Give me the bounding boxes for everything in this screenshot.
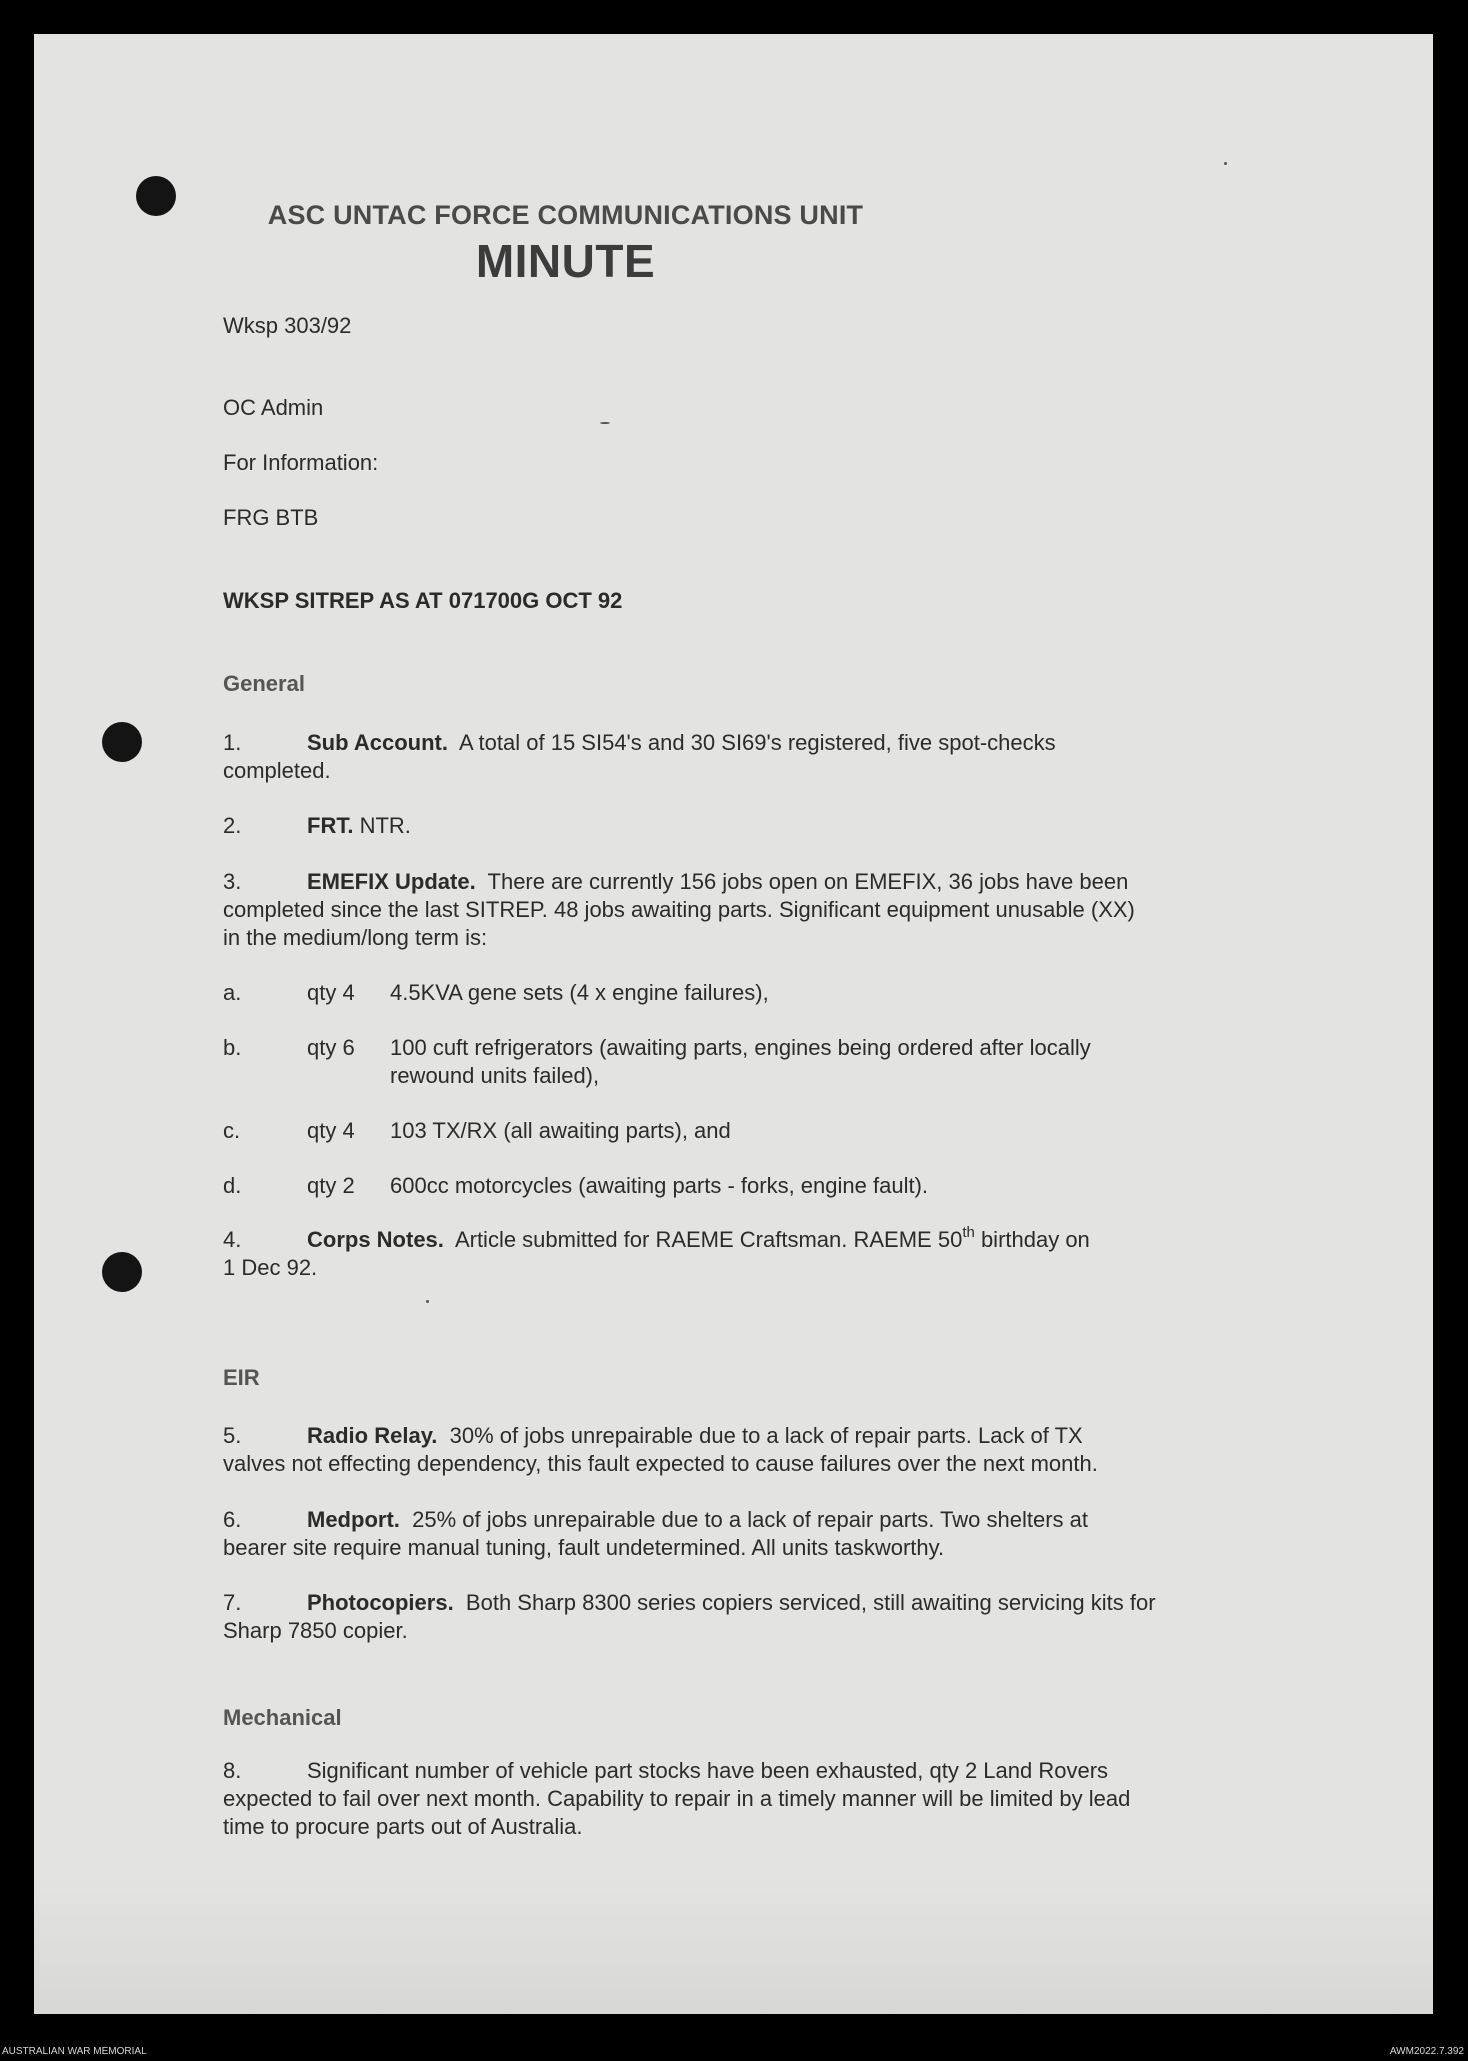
item-description [390, 1034, 1190, 1090]
info-addressee: FRG BTB [223, 505, 319, 530]
paragraph-text: NTR. [359, 813, 411, 838]
paragraph-number: 7. [223, 1590, 242, 1615]
item-letter: c. [223, 1118, 241, 1143]
paragraph-title: Sub Account. [307, 730, 448, 755]
scan-speck [426, 1300, 429, 1303]
paragraph-continuation: Sharp 7850 copier. [223, 1618, 408, 1643]
section-heading-general: General [223, 671, 305, 696]
item-description-line: 100 cuft refrigerators (awaiting parts, engines being ordered after locally [390, 1035, 1091, 1060]
paragraph-number: 8. [223, 1758, 242, 1783]
item-letter: a. [223, 980, 242, 1005]
section-heading-eir: EIR [223, 1365, 260, 1390]
paragraph-3 [223, 868, 1253, 952]
document-type-title: MINUTE [475, 235, 656, 287]
addressee-to: OC Admin [223, 395, 324, 420]
item-qty: qty 6 [307, 1035, 355, 1060]
paragraph-title: Medport. [307, 1507, 400, 1532]
archive-footer-left: AUSTRALIAN WAR MEMORIAL [2, 2046, 147, 2057]
item-description: 4.5KVA gene sets (4 x engine failures), [390, 980, 769, 1005]
paragraph-7 [223, 1589, 1253, 1645]
paragraph-continuation: completed. [223, 758, 331, 783]
item-description: 103 TX/RX (all awaiting parts), and [390, 1118, 731, 1143]
paragraph-text: There are currently 156 jobs open on EMEFIX, 36 jobs have been [487, 869, 1129, 894]
paragraph-continuation: valves not effecting dependency, this fault expected to cause failures over the next month. [223, 1451, 1098, 1476]
paragraph-continuation: completed since the last SITREP. 48 jobs awaiting parts. Significant equipment unusable (XX) [223, 897, 1135, 922]
paragraph-text-after: birthday on [974, 1227, 1090, 1252]
paragraph-number: 3. [223, 869, 242, 894]
paragraph-title: Photocopiers. [307, 1590, 454, 1615]
paragraph-text: Article submitted for RAEME Craftsman. RAEME 50 [454, 1227, 963, 1252]
paragraph-number: 1. [223, 730, 242, 755]
superscript: th [962, 1223, 975, 1241]
item-letter: d. [223, 1173, 242, 1198]
punch-hole-middle [102, 722, 142, 762]
for-information-label: For Information: [223, 450, 379, 475]
paragraph-title: EMEFIX Update. [307, 869, 476, 894]
subject-line: WKSP SITREP AS AT 071700G OCT 92 [223, 588, 623, 613]
paragraph-text: 30% of jobs unrepairable due to a lack of repair parts. Lack of TX [449, 1423, 1083, 1448]
paragraph-text: Both Sharp 8300 series copiers serviced, still awaiting servicing kits for [465, 1590, 1156, 1615]
item-qty: qty 4 [307, 1118, 355, 1143]
punch-hole-bottom [102, 1252, 142, 1292]
paragraph-continuation: bearer site require manual tuning, fault undetermined. All units taskworthy. [223, 1535, 945, 1560]
item-qty: qty 2 [307, 1173, 355, 1198]
paragraph-number: 4. [223, 1227, 242, 1252]
paragraph-2 [223, 812, 1253, 840]
paragraph-6 [223, 1506, 1253, 1562]
item-description: 600cc motorcycles (awaiting parts - forks, engine fault). [390, 1173, 929, 1198]
paragraph-text: Significant number of vehicle part stocks have been exhausted, qty 2 Land Rovers [307, 1758, 1109, 1783]
paragraph-continuation: expected to fail over next month. Capability to repair in a timely manner will be limited by lead [223, 1786, 1131, 1811]
paragraph-number: 5. [223, 1423, 242, 1448]
page-shadow [34, 1874, 1433, 2014]
paragraph-5 [223, 1422, 1253, 1478]
section-heading-mechanical: Mechanical [223, 1705, 342, 1730]
item-letter: b. [223, 1035, 242, 1060]
paragraph-continuation: 1 Dec 92. [223, 1255, 318, 1280]
paragraph-text: A total of 15 SI54's and 30 SI69's registered, five spot-checks [458, 730, 1056, 755]
paragraph-8 [223, 1757, 1253, 1841]
archive-footer-right: AWM2022.7.392 [1389, 2046, 1464, 2057]
paragraph-number: 2. [223, 813, 242, 838]
paragraph-text: 25% of jobs unrepairable due to a lack of repair parts. Two shelters at [412, 1507, 1088, 1532]
paragraph-number: 6. [223, 1507, 242, 1532]
paragraph-4 [223, 1223, 1253, 1282]
paragraph-1 [223, 729, 1253, 785]
item-qty: qty 4 [307, 980, 355, 1005]
paragraph-title: Radio Relay. [307, 1423, 438, 1448]
paragraph-title: FRT. [307, 813, 354, 838]
paragraph-title: Corps Notes. [307, 1227, 444, 1252]
scan-speck [1224, 162, 1227, 165]
reference-number: Wksp 303/92 [223, 313, 352, 338]
document-page [34, 34, 1433, 2014]
paragraph-continuation: time to procure parts out of Australia. [223, 1814, 583, 1839]
item-description-line: rewound units failed), [390, 1063, 600, 1088]
paragraph-continuation: in the medium/long term is: [223, 925, 488, 950]
scan-speck [600, 422, 610, 424]
unit-title: ASC UNTAC FORCE COMMUNICATIONS UNIT [267, 200, 864, 230]
